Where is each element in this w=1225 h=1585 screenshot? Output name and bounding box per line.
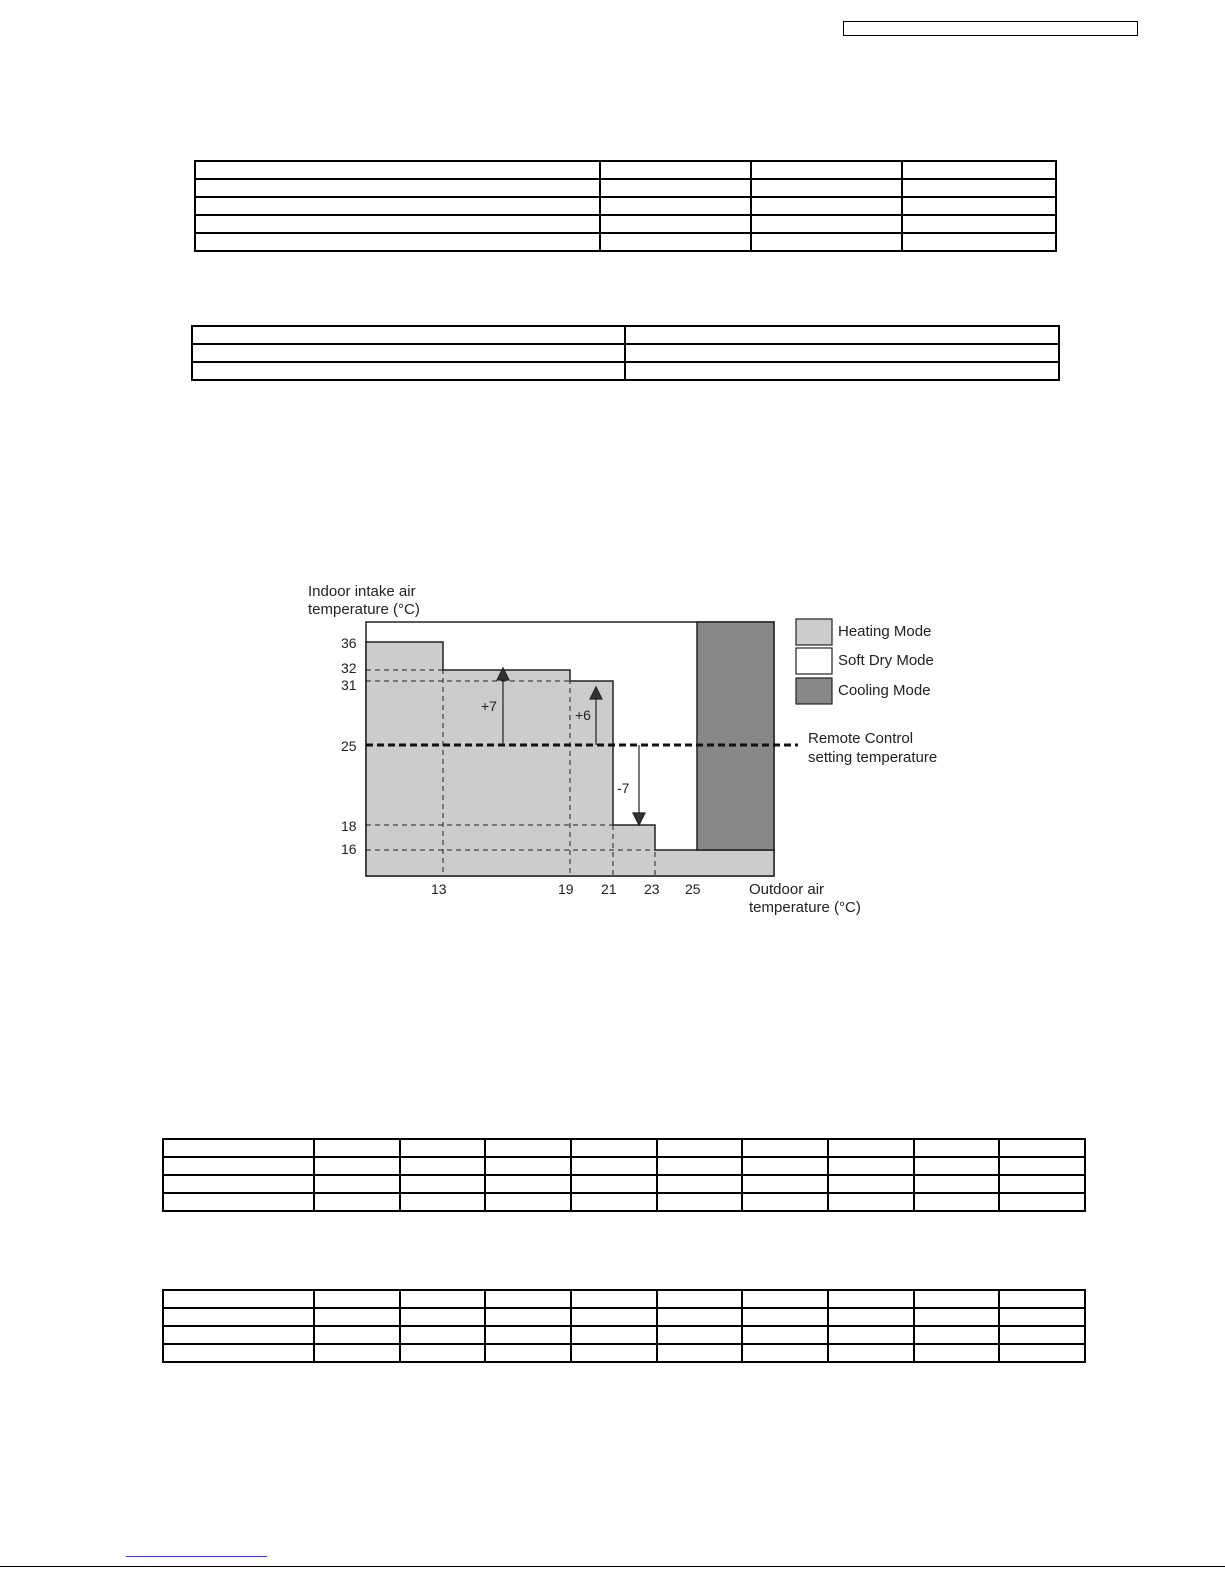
table-cell	[828, 1326, 914, 1344]
table-cell	[400, 1308, 486, 1326]
table-row	[195, 233, 1056, 251]
table-cell	[999, 1175, 1085, 1193]
table-cell	[571, 1290, 657, 1308]
y-tick-label: 31	[341, 677, 357, 693]
table-cell	[195, 233, 600, 251]
table-cell	[571, 1157, 657, 1175]
table-cell	[400, 1157, 486, 1175]
table-cell	[742, 1175, 828, 1193]
legend-label-soft-dry: Soft Dry Mode	[838, 652, 934, 669]
table-cell	[742, 1290, 828, 1308]
table-cell	[400, 1193, 486, 1211]
y-tick-label: 36	[341, 635, 357, 651]
table-row	[195, 161, 1056, 179]
table-cell	[828, 1175, 914, 1193]
table-cell	[999, 1344, 1085, 1362]
footer-rule	[0, 1566, 1225, 1567]
table-row	[195, 215, 1056, 233]
table-cell	[485, 1139, 571, 1157]
table-cell	[742, 1326, 828, 1344]
x-axis-label-line1: Outdoor air	[749, 881, 825, 898]
table-cell	[828, 1193, 914, 1211]
table-cell	[657, 1139, 743, 1157]
table-row	[163, 1193, 1085, 1211]
table-cell	[828, 1308, 914, 1326]
table-cell	[999, 1139, 1085, 1157]
table-cell	[914, 1326, 1000, 1344]
annotation-minus7: -7	[617, 780, 630, 796]
table-row	[192, 344, 1059, 362]
table-cell	[485, 1175, 571, 1193]
table-cell	[314, 1193, 400, 1211]
table-cell	[485, 1157, 571, 1175]
table-cell	[600, 197, 751, 215]
table-cell	[314, 1326, 400, 1344]
table-cell	[571, 1344, 657, 1362]
table-cell	[314, 1290, 400, 1308]
table-cell	[485, 1308, 571, 1326]
setting-temperature-label-line1: Remote Control	[808, 730, 914, 747]
table-cell	[485, 1290, 571, 1308]
x-axis-label-line2: temperature (°C)	[749, 899, 861, 916]
table-cell	[657, 1193, 743, 1211]
table-cell	[742, 1308, 828, 1326]
x-tick-label: 23	[644, 881, 660, 897]
table-1	[194, 160, 1057, 252]
table-3	[162, 1138, 1086, 1212]
table-4-body	[163, 1290, 1085, 1362]
annotation-plus6: +6	[575, 707, 591, 723]
table-cell	[999, 1157, 1085, 1175]
table-cell	[751, 161, 902, 179]
table-cell	[163, 1308, 314, 1326]
legend-swatch-heating	[796, 619, 832, 645]
footer-link[interactable]	[126, 1556, 267, 1557]
table-row	[163, 1344, 1085, 1362]
table-cell	[902, 233, 1056, 251]
setting-temperature-label-line2: setting temperature	[808, 749, 938, 766]
table-cell	[314, 1175, 400, 1193]
table-cell	[314, 1157, 400, 1175]
legend-swatch-soft-dry	[796, 648, 832, 674]
table-cell	[625, 362, 1059, 380]
table-cell	[163, 1175, 314, 1193]
table-cell	[751, 215, 902, 233]
x-tick-label: 13	[431, 881, 447, 897]
table-cell	[400, 1175, 486, 1193]
table-cell	[571, 1175, 657, 1193]
table-cell	[195, 215, 600, 233]
model-number-box	[843, 21, 1138, 36]
table-cell	[600, 215, 751, 233]
table-cell	[600, 161, 751, 179]
table-cell	[163, 1193, 314, 1211]
cooling-mode-region	[697, 622, 774, 850]
table-cell	[625, 326, 1059, 344]
table-cell	[914, 1290, 1000, 1308]
table-cell	[192, 362, 625, 380]
table-cell	[828, 1157, 914, 1175]
table-cell	[914, 1139, 1000, 1157]
table-cell	[751, 197, 902, 215]
y-tick-label: 32	[341, 660, 357, 676]
table-cell	[751, 233, 902, 251]
table-cell	[657, 1344, 743, 1362]
table-cell	[400, 1326, 486, 1344]
table-cell	[163, 1290, 314, 1308]
x-tick-label: 19	[558, 881, 574, 897]
table-1-body	[195, 161, 1056, 251]
table-cell	[914, 1308, 1000, 1326]
table-cell	[657, 1308, 743, 1326]
table-cell	[902, 179, 1056, 197]
table-cell	[657, 1290, 743, 1308]
x-tick-label: 25	[685, 881, 701, 897]
table-cell	[163, 1157, 314, 1175]
y-tick-label: 16	[341, 841, 357, 857]
x-tick-label: 21	[601, 881, 617, 897]
table-cell	[192, 326, 625, 344]
table-cell	[195, 197, 600, 215]
table-cell	[914, 1193, 1000, 1211]
table-cell	[999, 1326, 1085, 1344]
table-cell	[485, 1344, 571, 1362]
table-cell	[163, 1344, 314, 1362]
table-cell	[999, 1193, 1085, 1211]
table-cell	[314, 1139, 400, 1157]
legend-label-heating: Heating Mode	[838, 623, 932, 640]
table-cell	[571, 1193, 657, 1211]
table-2	[191, 325, 1060, 381]
table-cell	[195, 179, 600, 197]
legend-label-cooling: Cooling Mode	[838, 682, 931, 699]
table-cell	[485, 1193, 571, 1211]
table-cell	[571, 1326, 657, 1344]
table-row	[163, 1326, 1085, 1344]
table-cell	[192, 344, 625, 362]
table-row	[163, 1157, 1085, 1175]
table-cell	[902, 197, 1056, 215]
table-cell	[828, 1290, 914, 1308]
table-cell	[571, 1139, 657, 1157]
table-2-body	[192, 326, 1059, 380]
table-cell	[314, 1344, 400, 1362]
table-cell	[742, 1193, 828, 1211]
table-cell	[742, 1139, 828, 1157]
table-row	[163, 1139, 1085, 1157]
table-cell	[163, 1326, 314, 1344]
annotation-plus7: +7	[481, 698, 497, 714]
table-cell	[828, 1344, 914, 1362]
table-cell	[914, 1344, 1000, 1362]
table-cell	[902, 161, 1056, 179]
table-cell	[400, 1344, 486, 1362]
table-row	[163, 1175, 1085, 1193]
table-cell	[657, 1157, 743, 1175]
table-cell	[571, 1308, 657, 1326]
table-cell	[999, 1290, 1085, 1308]
y-axis-label-line1: Indoor intake air	[308, 583, 416, 600]
y-axis-label-line2: temperature (°C)	[308, 601, 420, 618]
table-cell	[742, 1157, 828, 1175]
table-row	[163, 1290, 1085, 1308]
table-row	[195, 179, 1056, 197]
table-cell	[828, 1139, 914, 1157]
table-cell	[314, 1308, 400, 1326]
table-cell	[999, 1308, 1085, 1326]
mode-chart	[290, 570, 970, 930]
table-cell	[600, 179, 751, 197]
y-tick-label: 18	[341, 818, 357, 834]
table-cell	[914, 1157, 1000, 1175]
table-cell	[400, 1290, 486, 1308]
y-tick-label: 25	[341, 738, 357, 754]
table-cell	[485, 1326, 571, 1344]
table-3-body	[163, 1139, 1085, 1211]
table-cell	[600, 233, 751, 251]
table-cell	[625, 344, 1059, 362]
table-cell	[742, 1344, 828, 1362]
table-row	[192, 362, 1059, 380]
table-cell	[902, 215, 1056, 233]
table-cell	[657, 1175, 743, 1193]
table-cell	[400, 1139, 486, 1157]
table-cell	[195, 161, 600, 179]
table-row	[192, 326, 1059, 344]
table-4	[162, 1289, 1086, 1363]
table-cell	[751, 179, 902, 197]
table-cell	[163, 1139, 314, 1157]
table-row	[195, 197, 1056, 215]
table-cell	[914, 1175, 1000, 1193]
table-row	[163, 1308, 1085, 1326]
table-cell	[657, 1326, 743, 1344]
legend-swatch-cooling	[796, 678, 832, 704]
